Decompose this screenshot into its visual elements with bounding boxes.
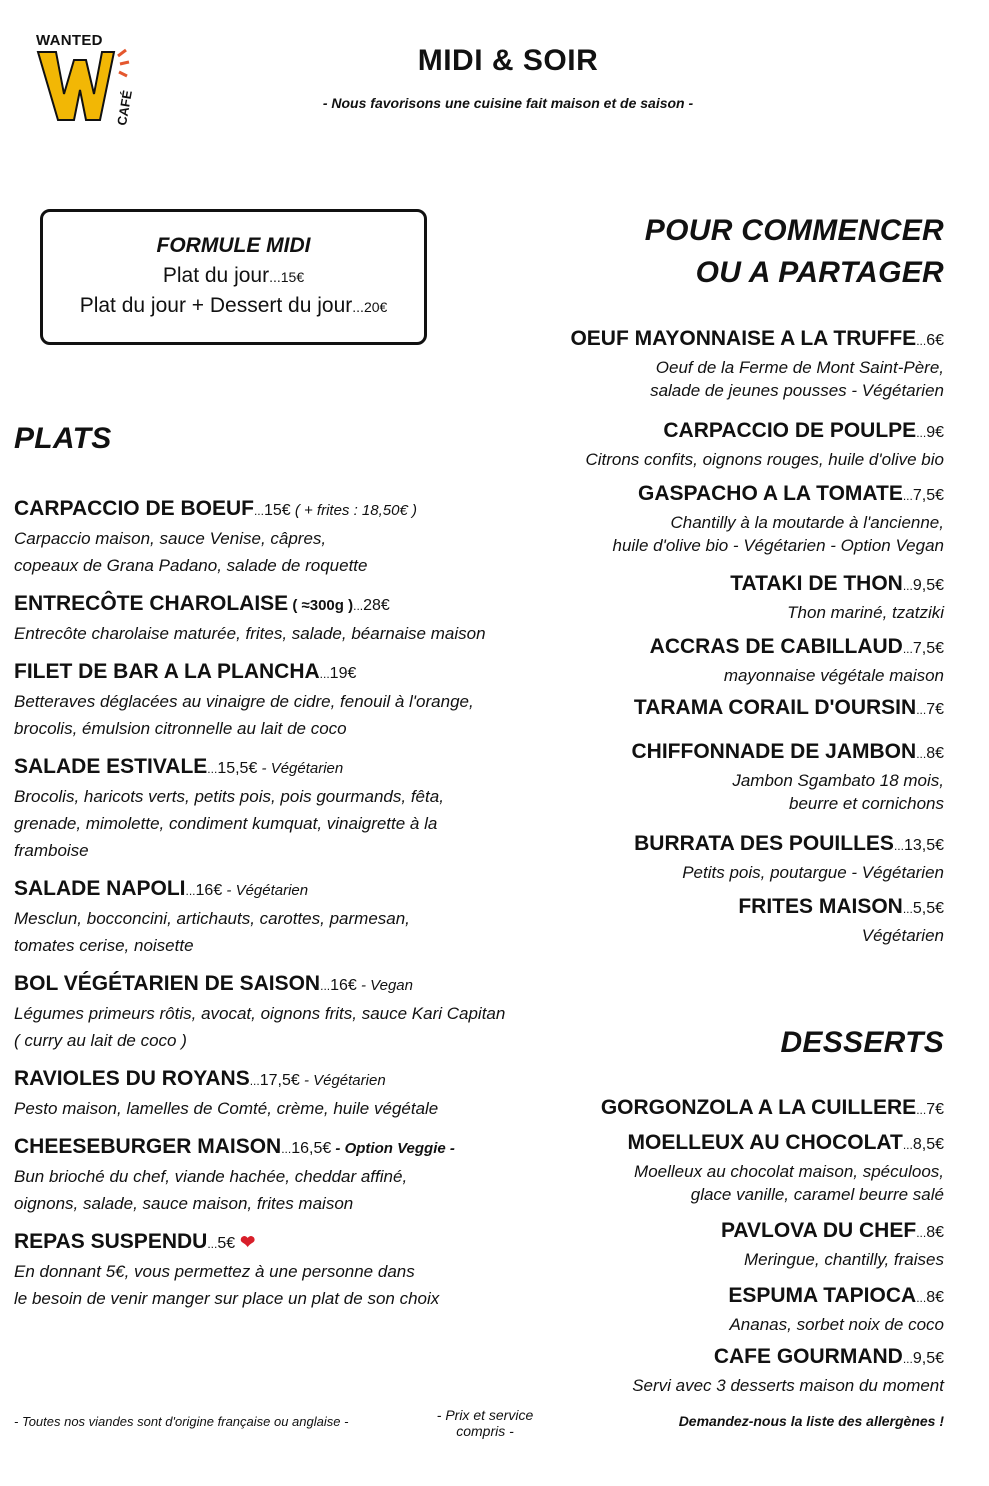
menu-item [464,569,944,624]
item-price-value: 9,5€ [912,577,944,594]
item-price [916,745,944,762]
item-name-line [464,1342,944,1374]
item-price-dots: ... [916,1291,927,1305]
menu-item [464,1281,944,1336]
item-name-line [464,632,944,664]
item-name: ENTRECÔTE CHAROLAISE [14,592,289,615]
starters-list [464,324,944,947]
item-name-line [464,416,944,448]
menu-item [464,479,944,557]
item-description: brocolis, émulsion citronnelle au lait de coco [14,719,347,738]
item-name: SALADE NAPOLI [14,877,186,900]
item-price-dots: ... [319,667,330,681]
formule-dots: ... [352,299,364,315]
item-name-line [464,829,944,861]
page-title: MIDI & SOIR [417,44,599,77]
formule-price: 15€ [280,269,305,285]
logo-side-text: CAFÉ [114,89,135,127]
item-price [916,701,944,718]
item-price-value: 8,5€ [912,1136,944,1153]
item-name-line [14,970,584,1000]
formule-line [43,264,424,288]
item-price-value: 17,5€ [259,1072,300,1089]
item-name-line [464,1128,944,1160]
item-price [903,900,944,917]
footer-price-line: - Prix et service [436,1407,534,1423]
menu-item [14,970,584,1054]
item-price-dots: ... [185,884,196,898]
item-price [903,577,944,594]
item-price-dots: ... [916,426,927,440]
item-name-line [464,693,944,725]
item-price-value: 5,5€ [912,900,944,917]
item-name: FRITES MAISON [738,895,903,918]
item-tag: - Végétarien [222,882,309,899]
item-price-dots: ... [281,1142,292,1156]
item-price-dots: ... [916,747,927,761]
item-price [186,882,223,899]
menu-item [464,416,944,471]
item-price-dots: ... [249,1074,260,1088]
item-price-dots: ... [916,1226,927,1240]
item-name: TATAKI DE THON [730,572,903,595]
item-description: Moelleux au chocolat maison, spéculoos, [634,1162,944,1181]
item-price [320,665,357,682]
desserts-list [464,1093,944,1397]
menu-item [464,1093,944,1125]
menu-item [464,693,944,725]
item-price-value: 28€ [363,597,390,614]
item-price-dots: ... [902,1352,913,1366]
item-description: framboise [14,841,89,860]
item-price-value: 8€ [926,745,944,762]
item-price-value: 7,5€ [912,487,944,504]
footer-price-line: compris - [456,1423,514,1439]
item-price-value: 19€ [329,665,357,682]
formule-line [43,294,424,318]
item-description: Brocolis, haricots verts, petits pois, pois gourmands, fêta, [14,787,444,806]
item-name-line [464,569,944,601]
item-description: Betteraves déglacées au vinaigre de cidre, fenouil à l'orange, [14,692,474,711]
footer-allergens-note: Demandez-nous la liste des allergènes ! [678,1413,944,1429]
menu-item [464,892,944,947]
item-name: CAFE GOURMAND [713,1345,903,1368]
item-price-value: 15€ [263,502,291,519]
item-price-dots: ... [916,703,927,717]
starters-heading [645,210,944,294]
item-name-line [464,1216,944,1248]
item-name: BOL VÉGÉTARIEN DE SAISON [14,972,321,995]
item-description: beurre et cornichons [789,794,944,813]
item-price [903,487,944,504]
item-name-line [464,324,944,356]
item-description: Végétarien [861,926,944,945]
item-description: tomates cerise, noisette [14,936,194,955]
logo-top-text: WANTED [36,32,103,49]
item-price-value: 16€ [195,882,223,899]
item-price-dots: ... [207,762,218,776]
item-description: mayonnaise végétale maison [723,666,944,685]
item-description: Bun brioché du chef, viande hachée, cheddar affiné, [14,1167,408,1186]
item-name-line [464,892,944,924]
item-name: CHIFFONNADE DE JAMBON [631,740,917,763]
item-price [903,1350,944,1367]
menu-item [464,632,944,687]
item-description: copeaux de Grana Padano, salade de roquette [14,556,368,575]
item-tag: ( + frites : 18,50€ ) [290,502,417,519]
item-price [916,1101,944,1118]
item-price-dots: ... [902,1138,913,1152]
item-price-dots: ... [253,504,264,518]
item-name: CARPACCIO DE BOEUF [14,497,254,520]
item-price-dots: ... [902,642,913,656]
item-name: REPAS SUSPENDU [14,1230,208,1253]
item-name: MOELLEUX AU CHOCOLAT [627,1131,903,1154]
item-price [207,760,257,777]
item-price-dots: ... [902,579,913,593]
item-description: Entrecôte charolaise maturée, frites, salade, béarnaise maison [14,624,486,643]
item-price [207,1235,235,1252]
item-name-line [14,1065,584,1095]
item-name-line [464,1093,944,1125]
item-name: OEUF MAYONNAISE A LA TRUFFE [570,327,917,350]
item-description: Carpaccio maison, sauce Venise, câpres, [14,529,327,548]
starters-heading-line: POUR COMMENCER [644,214,944,247]
item-name: RAVIOLES DU ROYANS [14,1067,250,1090]
item-price [903,640,944,657]
item-description: Pesto maison, lamelles de Comté, crème, huile végétale [14,1099,439,1118]
item-description: Mesclun, bocconcini, artichauts, carottes, parmesan, [14,909,410,928]
formule-midi-box [40,209,427,345]
item-name-line [464,1281,944,1313]
item-name: SALADE ESTIVALE [14,755,208,778]
item-price [916,1289,944,1306]
item-price-value: 6€ [926,332,944,349]
item-tag: - Vegan [356,977,413,994]
menu-item [464,1216,944,1271]
item-price-value: 16€ [330,977,357,994]
formule-price: 20€ [363,299,388,315]
item-description: salade de jeunes pousses - Végétarien [650,381,944,400]
item-price [916,1224,944,1241]
item-description: Ananas, sorbet noix de coco [729,1315,944,1334]
item-price-dots: ... [893,839,904,853]
item-name: BURRATA DES POUILLES [634,832,894,855]
item-price [281,1140,331,1157]
item-price-dots: ... [353,599,364,613]
formule-label: Plat du jour + Dessert du jour [79,294,353,317]
item-tag: - Option Veggie - [331,1140,455,1157]
item-description: Légumes primeurs rôtis, avocat, oignons frits, sauce Kari Capitan [14,1004,506,1023]
item-weight: ( ≈300g ) [288,597,354,614]
item-price-value: 8€ [926,1224,944,1241]
item-price-dots: ... [916,1103,927,1117]
item-price-value: 5€ [217,1235,236,1252]
item-name: GASPACHO A LA TOMATE [638,482,903,505]
heart-icon: ❤ [235,1232,256,1252]
item-price-dots: ... [320,979,331,993]
item-name: PAVLOVA DU CHEF [720,1219,917,1242]
item-price [250,1072,300,1089]
footer-price-note [415,1407,555,1439]
item-price-value: 9€ [926,424,944,441]
plats-heading: PLATS [14,422,112,455]
item-name-line [464,737,944,769]
item-name: CHEESEBURGER MAISON [14,1135,282,1158]
item-description: Citrons confits, oignons rouges, huile d'olive bio [585,450,944,469]
footer-origin-note: - Toutes nos viandes sont d'origine française ou anglaise - [14,1414,349,1429]
item-price-value: 7€ [926,701,944,718]
item-price-value: 7,5€ [912,640,944,657]
page-subtitle: - Nous favorisons une cuisine fait maison et de saison - [322,95,694,111]
item-description: le besoin de venir manger sur place un plat de son choix [14,1289,440,1308]
item-description: Servi avec 3 desserts maison du moment [632,1376,944,1395]
item-price [894,837,944,854]
menu-item [464,1128,944,1206]
item-description: ( curry au lait de coco ) [14,1031,187,1050]
item-price-dots: ... [902,902,913,916]
item-price-value: 9,5€ [912,1350,944,1367]
starters-heading-line: OU A PARTAGER [695,256,944,289]
item-description: huile d'olive bio - Végétarien - Option Vegan [612,536,944,555]
menu-item [464,324,944,402]
item-price-dots: ... [207,1237,218,1251]
item-name: FILET DE BAR A LA PLANCHA [14,660,320,683]
item-description: En donnant 5€, vous permettez à une personne dans [14,1262,415,1281]
menu-item [464,737,944,815]
menu-item [464,1342,944,1397]
item-description: Thon mariné, tzatziki [787,603,944,622]
item-price-dots: ... [902,489,913,503]
item-price-value: 16,5€ [291,1140,332,1157]
item-description: Jambon Sgambato 18 mois, [732,771,944,790]
menu-item [464,829,944,884]
item-tag: - Végétarien [257,760,344,777]
item-price-dots: ... [916,334,927,348]
item-description: Petits pois, poutargue - Végétarien [682,863,944,882]
item-tag: - Végétarien [299,1072,386,1089]
item-name: TARAMA CORAIL D'OURSIN [633,696,917,719]
item-price [320,977,357,994]
item-price-value: 8€ [926,1289,944,1306]
item-name: ESPUMA TAPIOCA [728,1284,917,1307]
item-description: glace vanille, caramel beurre salé [690,1185,944,1204]
item-description: oignons, salade, sauce maison, frites maison [14,1194,354,1213]
item-description: Chantilly à la moutarde à l'ancienne, [670,513,944,532]
item-price [903,1136,944,1153]
item-price-value: 7€ [926,1101,944,1118]
item-price [916,332,944,349]
formule-dots: ... [269,269,281,285]
formule-title: FORMULE MIDI [156,234,311,257]
item-price [353,597,390,614]
item-price [916,424,944,441]
item-price-value: 15,5€ [217,760,258,777]
desserts-heading: DESSERTS [780,1026,944,1059]
item-description: Oeuf de la Ferme de Mont Saint-Père, [655,358,944,377]
item-price [254,502,291,519]
item-name-line [464,479,944,511]
item-name: ACCRAS DE CABILLAUD [649,635,903,658]
formule-label: Plat du jour [162,264,270,287]
item-description: Meringue, chantilly, fraises [744,1250,944,1269]
item-price-value: 13,5€ [903,837,944,854]
item-name: CARPACCIO DE POULPE [663,419,917,442]
item-name: GORGONZOLA A LA CUILLERE [600,1096,917,1119]
item-description: grenade, mimolette, condiment kumquat, vinaigrette à la [14,814,438,833]
